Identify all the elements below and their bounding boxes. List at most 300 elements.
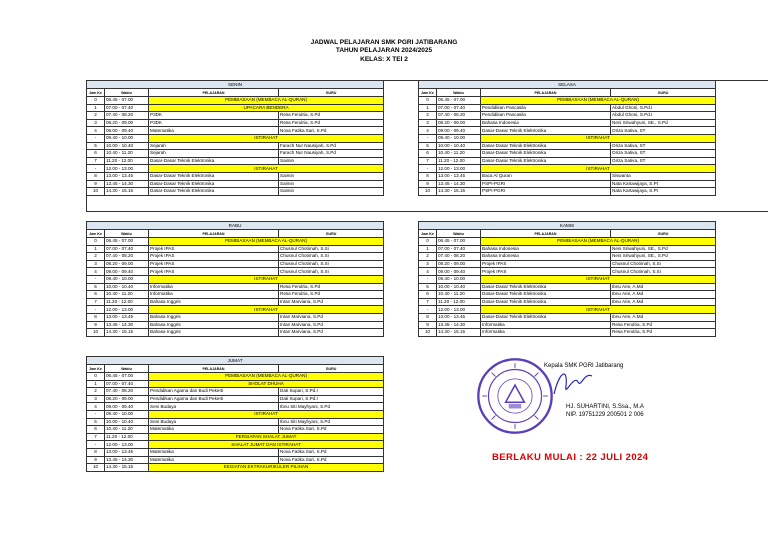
time-cell: 07.40 - 08.20 (105, 253, 149, 261)
teacher-cell: Resa Fendria, S.Pd (611, 321, 716, 329)
activity-cell: ISTIRAHAT (481, 275, 716, 283)
table-row (87, 180, 384, 188)
jam-cell: 6 (419, 291, 437, 299)
jam-cell: 8 (419, 172, 437, 180)
jam-cell: 9 (419, 180, 437, 188)
jam-cell: 1 (87, 104, 105, 112)
time-cell: 13.00 - 13.45 (105, 448, 149, 456)
subject-cell: Dasar-Dasar Teknik Elektronika (481, 157, 611, 165)
teacher-cell: Nova Fatika Sari, S.Pd (279, 448, 384, 456)
table-row (419, 112, 716, 120)
table-row (87, 441, 384, 449)
time-cell: 14.30 - 15.15 (105, 188, 149, 196)
teacher-cell: Farach Nur Nausiyah, S.Pd (279, 142, 384, 150)
table-row (87, 329, 384, 337)
column-header-pelajaran: PELAJARAN (481, 230, 611, 238)
signature-title: Kepala SMK PGRI Jatibarang (544, 363, 624, 369)
table-row (87, 275, 384, 283)
teacher-cell: Resa Fendria, S.Pd (279, 112, 384, 120)
teacher-cell: Neni Sriwahyuni, SE., S.Pd (611, 245, 716, 253)
column-header-waktu: Waktu (105, 230, 149, 238)
teacher-cell: Chusnul Chotimah, S.Si (279, 268, 384, 276)
subject-cell: Dasar-Dasar Teknik Elektronika (481, 142, 611, 150)
table-row (87, 150, 384, 158)
teacher-cell: Oriza Sativa, ST (611, 157, 716, 165)
subject-cell: Dasar-Dasar Teknik Elektronika (481, 298, 611, 306)
teacher-cell: Nova Fatika Sari, S.Pd (279, 456, 384, 464)
time-cell: 09.40 - 10.00 (105, 410, 149, 418)
activity-cell: PEMBIASAAN (MEMBACA AL-QURAN) (149, 238, 384, 246)
teacher-cell: Intan Marviana, S.Pd (279, 329, 384, 337)
handwritten-signature-icon (548, 364, 598, 404)
time-cell: 07.00 - 07.40 (437, 104, 481, 112)
activity-cell: ISTIRAHAT (481, 134, 716, 142)
subject-cell: Projek IPAS (149, 245, 279, 253)
time-cell: 09.40 - 10.00 (437, 134, 481, 142)
teacher-cell: Abdul Ghoni, S.Pd.I (611, 104, 716, 112)
time-cell: 10.00 - 10.40 (105, 283, 149, 291)
activity-cell: PEMBIASAAN (MEMBACA AL-QURAN) (149, 373, 384, 381)
subject-cell: Matematika (149, 127, 279, 135)
table-row (87, 127, 384, 135)
time-cell: 09.40 - 10.00 (105, 275, 149, 283)
jam-cell: 9 (87, 321, 105, 329)
subject-cell: Matematika (149, 456, 279, 464)
jam-cell: 0 (87, 97, 105, 105)
jam-cell: 9 (87, 456, 105, 464)
column-header-guru: GURU (279, 89, 384, 97)
table-row (87, 253, 384, 261)
jam-cell: 9 (419, 321, 437, 329)
jam-cell: 1 (87, 380, 105, 388)
jam-cell: 2 (87, 388, 105, 396)
time-cell: 13.45 - 14.30 (105, 456, 149, 464)
teacher-cell: Chusnul Chotimah, S.Si (611, 260, 716, 268)
subject-cell: Sejarah (149, 150, 279, 158)
subject-cell: Dasar-Dasar Teknik Elektronika (481, 291, 611, 299)
day-header: SELASA (419, 81, 716, 89)
time-cell: 06.45 - 07.00 (437, 238, 481, 246)
jam-cell: 7 (419, 298, 437, 306)
table-row (87, 426, 384, 434)
column-header-waktu: Waktu (437, 230, 481, 238)
teacher-cell: Ibnu Arie, A.Md (611, 313, 716, 321)
jam-cell: - (419, 165, 437, 173)
table-row (419, 165, 716, 173)
subject-cell: Projek IPAS (481, 268, 611, 276)
teacher-cell: Nova Fatika Sari, S.Pd (279, 127, 384, 135)
jam-cell: 10 (419, 188, 437, 196)
jam-cell: 1 (419, 245, 437, 253)
jam-cell: 5 (87, 142, 105, 150)
time-cell: 08.20 - 09.00 (105, 119, 149, 127)
jam-cell: 0 (87, 238, 105, 246)
teacher-cell: Dati Supari, S.Pd.I (279, 395, 384, 403)
teacher-cell: Ibnu Siti Mayhyani, S.Pd (279, 403, 384, 411)
table-row (87, 112, 384, 120)
column-header-pelajaran: PELAJARAN (149, 230, 279, 238)
column-header-jam: Jam Ke (87, 365, 105, 373)
jam-cell: - (419, 275, 437, 283)
table-row (419, 119, 716, 127)
table-row (87, 245, 384, 253)
column-header-waktu: Waktu (105, 89, 149, 97)
schedule-table-kamis (418, 221, 716, 337)
time-cell: 09.00 - 09.40 (437, 127, 481, 135)
jam-cell: 5 (87, 418, 105, 426)
subject-cell: Seni Budaya (149, 418, 279, 426)
subject-cell: Matematika (149, 426, 279, 434)
teacher-cell: Nata Kartawijaya, S.Pt (611, 188, 716, 196)
jam-cell: 4 (87, 268, 105, 276)
jam-cell: 8 (87, 313, 105, 321)
teacher-cell: Oriza Sativa, ST (611, 142, 716, 150)
table-row (419, 127, 716, 135)
jam-cell: 2 (87, 112, 105, 120)
subject-cell: Informatika (149, 283, 279, 291)
table-row (87, 418, 384, 426)
column-header-jam: Jam Ke (87, 230, 105, 238)
table-row (87, 395, 384, 403)
column-header-jam: Jam Ke (419, 230, 437, 238)
time-cell: 10.00 - 10.40 (437, 283, 481, 291)
subject-cell: Bahasa Indonesia (481, 119, 611, 127)
time-cell: 13.45 - 14.30 (437, 180, 481, 188)
activity-cell: KEGIATAN EKTRAKURIKULER PILIHAN (149, 464, 384, 472)
jam-cell: 7 (87, 157, 105, 165)
teacher-cell: Nova Fatika Sari, S.Pd (279, 426, 384, 434)
activity-cell: SHOLAT DHUHA (149, 380, 384, 388)
teacher-cell: Dati Supari, S.Pd.I (279, 388, 384, 396)
title-line-2: TAHUN PELAJARAN 2024/2025 (335, 47, 433, 54)
jam-cell: 2 (87, 253, 105, 261)
jam-cell: 0 (419, 238, 437, 246)
table-row (87, 238, 384, 246)
table-row (419, 313, 716, 321)
subject-cell: Bahasa Inggris (149, 329, 279, 337)
jam-cell: 3 (419, 119, 437, 127)
jam-cell: 6 (419, 150, 437, 158)
time-cell: 08.20 - 09.00 (437, 260, 481, 268)
activity-cell: ISTIRAHAT (149, 410, 384, 418)
table-row (87, 380, 384, 388)
jam-cell: 9 (87, 180, 105, 188)
time-cell: 09.00 - 09.40 (105, 403, 149, 411)
subject-cell: Pendidikan Pancasila (481, 104, 611, 112)
subject-cell: Informatika (149, 291, 279, 299)
table-row (419, 329, 716, 337)
table-row (419, 306, 716, 314)
table-row (419, 134, 716, 142)
table-row (87, 283, 384, 291)
jam-cell: 5 (419, 142, 437, 150)
table-row (419, 245, 716, 253)
table-row (87, 172, 384, 180)
time-cell: 12.00 - 13.00 (105, 165, 149, 173)
subject-cell: Dasar-Dasar Teknik Elektronika (149, 172, 279, 180)
table-row (87, 97, 384, 105)
activity-cell: PEMBIASAAN (MEMBACA AL-QURAN) (481, 97, 716, 105)
table-row (419, 253, 716, 261)
subject-cell: Dasar-Dasar Teknik Elektronika (481, 313, 611, 321)
teacher-cell: Saimin (279, 157, 384, 165)
table-row (419, 238, 716, 246)
jam-cell: 4 (87, 403, 105, 411)
subject-cell: Matematika (149, 448, 279, 456)
table-row (419, 268, 716, 276)
subject-cell: Pendidikan Pancasila (481, 112, 611, 120)
teacher-cell: Chusnul Chotimah, S.Si (279, 245, 384, 253)
effective-date: BERLAKU MULAI : 22 JULI 2024 (492, 452, 649, 463)
time-cell: 14.30 - 15.15 (105, 329, 149, 337)
time-cell: 13.00 - 13.45 (437, 313, 481, 321)
time-cell: 14.30 - 15.15 (437, 188, 481, 196)
teacher-cell: Saimin (279, 172, 384, 180)
table-row (87, 119, 384, 127)
subject-cell: P3DK (149, 112, 279, 120)
jam-cell: 2 (419, 253, 437, 261)
jam-cell: 1 (419, 104, 437, 112)
time-cell: 09.00 - 09.40 (437, 268, 481, 276)
jam-cell: - (87, 134, 105, 142)
time-cell: 13.45 - 14.30 (105, 180, 149, 188)
table-row (87, 388, 384, 396)
time-cell: 06.45 - 07.00 (437, 97, 481, 105)
subject-cell: Informatika (481, 329, 611, 337)
time-cell: 14.30 - 15.15 (105, 464, 149, 472)
subject-cell: Dasar-Dasar Teknik Elektronika (149, 188, 279, 196)
table-row (87, 306, 384, 314)
time-cell: 10.40 - 11.20 (105, 426, 149, 434)
jam-cell: 6 (87, 150, 105, 158)
column-header-pelajaran: PELAJARAN (481, 89, 611, 97)
teacher-cell: Ibnu Arie, A.Md (611, 283, 716, 291)
jam-cell: 0 (87, 373, 105, 381)
time-cell: 07.00 - 07.40 (105, 104, 149, 112)
column-header-jam: Jam Ke (419, 89, 437, 97)
activity-cell: SHALAT JUMAT DAN ISTIRAHAT (149, 441, 384, 449)
jam-cell: 6 (87, 426, 105, 434)
teacher-cell: Intan Marviana, S.Pd (279, 298, 384, 306)
table-row (87, 456, 384, 464)
time-cell: 13.00 - 13.45 (105, 313, 149, 321)
subject-cell: Projek IPAS (481, 260, 611, 268)
column-header-waktu: Waktu (437, 89, 481, 97)
time-cell: 07.00 - 07.40 (105, 380, 149, 388)
jam-cell: - (419, 306, 437, 314)
jam-cell: 10 (87, 329, 105, 337)
column-header-guru: GURU (611, 230, 716, 238)
table-row (87, 464, 384, 472)
teacher-cell: Ibnu Siti Mayhyani, S.Pd (279, 418, 384, 426)
jam-cell: 3 (419, 260, 437, 268)
time-cell: 08.20 - 09.00 (105, 395, 149, 403)
activity-cell: PEMBIASAAN (MEMBACA AL-QURAN) (149, 97, 384, 105)
time-cell: 09.40 - 10.00 (105, 134, 149, 142)
teacher-cell: Ibnu Arie, A.Md (611, 291, 716, 299)
time-cell: 11.20 - 12.00 (437, 298, 481, 306)
subject-cell: Projek IPAS (149, 268, 279, 276)
time-cell: 07.40 - 08.20 (437, 253, 481, 261)
subject-cell: Pendidikan Agama dan Budi Pekerti (149, 388, 279, 396)
subject-cell: PSPI-PGRI (481, 188, 611, 196)
signature-name: HJ. SUHARTINI, S.Ssa., M.A (566, 404, 644, 410)
time-cell: 12.00 - 13.00 (437, 306, 481, 314)
column-header-jam: Jam Ke (87, 89, 105, 97)
time-cell: 11.20 - 12.00 (105, 157, 149, 165)
jam-cell: - (87, 410, 105, 418)
subject-cell: Pendidikan Agama dan Budi Pekerti (149, 395, 279, 403)
subject-cell: Dasar-Dasar Teknik Elektronika (149, 180, 279, 188)
table-row (419, 150, 716, 158)
activity-cell: ISTIRAHAT (149, 165, 384, 173)
jam-cell: 3 (87, 260, 105, 268)
table-row (419, 97, 716, 105)
jam-cell: 10 (87, 464, 105, 472)
table-row (87, 321, 384, 329)
jam-cell: 0 (419, 97, 437, 105)
table-row (87, 403, 384, 411)
time-cell: 06.45 - 07.00 (105, 97, 149, 105)
time-cell: 09.40 - 10.00 (437, 275, 481, 283)
activity-cell: PERSIAPAN SHALAT JUMAT (149, 433, 384, 441)
subject-cell: Bahasa Inggris (149, 313, 279, 321)
column-header-guru: GURU (279, 365, 384, 373)
jam-cell: 10 (419, 329, 437, 337)
teacher-cell: Farach Nur Nausiyah, S.Pd (279, 150, 384, 158)
table-row (87, 410, 384, 418)
column-header-pelajaran: PELAJARAN (149, 89, 279, 97)
subject-cell: Seni Budaya (149, 403, 279, 411)
teacher-cell: Abdul Ghoni, S.Pd.I (611, 112, 716, 120)
table-row (87, 165, 384, 173)
activity-cell: ISTIRAHAT (481, 306, 716, 314)
column-header-pelajaran: PELAJARAN (149, 365, 279, 373)
schedule-table-rabu (86, 221, 384, 337)
table-row (87, 188, 384, 196)
subject-cell: Sejarah (149, 142, 279, 150)
jam-cell: 8 (87, 172, 105, 180)
column-header-guru: GURU (611, 89, 716, 97)
jam-cell: 4 (419, 127, 437, 135)
jam-cell: 1 (87, 245, 105, 253)
table-row (419, 142, 716, 150)
teacher-cell: Resa Fendria, S.Pd (279, 283, 384, 291)
table-row (419, 260, 716, 268)
time-cell: 07.00 - 07.40 (437, 245, 481, 253)
subject-cell: Informatika (481, 321, 611, 329)
teacher-cell: Chusnul Chotimah, S.Si (279, 260, 384, 268)
title-line-1: JADWAL PELAJARAN SMK PGRI JATIBARANG (310, 39, 458, 46)
subject-cell: Bahasa Indonesia (481, 253, 611, 261)
jam-cell: 10 (87, 188, 105, 196)
time-cell: 10.00 - 10.40 (105, 142, 149, 150)
day-header: SENIN (87, 81, 384, 89)
jam-cell: 8 (87, 448, 105, 456)
teacher-cell: Neni Sriwahyuni, SE., S.Pd (611, 119, 716, 127)
teacher-cell: Nata Kartawijaya, S.Pt (611, 180, 716, 188)
jam-cell: 7 (87, 298, 105, 306)
teacher-cell: Oriza Sativa, ST (611, 150, 716, 158)
subject-cell: Projek IPAS (149, 253, 279, 261)
activity-cell: ISTIRAHAT (149, 134, 384, 142)
jam-cell: 3 (87, 119, 105, 127)
time-cell: 11.20 - 12.00 (105, 433, 149, 441)
subject-cell: PSPI-PGRI (481, 180, 611, 188)
day-header: RABU (87, 222, 384, 230)
table-row (87, 104, 384, 112)
table-row (419, 321, 716, 329)
time-cell: 13.45 - 14.30 (105, 321, 149, 329)
activity-cell: ISTIRAHAT (149, 306, 384, 314)
table-row (87, 298, 384, 306)
jam-cell: - (87, 441, 105, 449)
jam-cell: 7 (419, 157, 437, 165)
column-header-waktu: Waktu (105, 365, 149, 373)
time-cell: 12.00 - 13.00 (437, 165, 481, 173)
time-cell: 06.45 - 07.00 (105, 373, 149, 381)
jam-cell: 5 (419, 283, 437, 291)
jam-cell: 5 (87, 283, 105, 291)
column-header-guru: GURU (279, 230, 384, 238)
time-cell: 07.40 - 08.20 (105, 112, 149, 120)
activity-cell: ISTIRAHAT (481, 165, 716, 173)
time-cell: 11.20 - 12.00 (437, 157, 481, 165)
time-cell: 06.45 - 07.00 (105, 238, 149, 246)
jam-cell: 8 (419, 313, 437, 321)
jam-cell: 2 (419, 112, 437, 120)
subject-cell: Projek IPAS (149, 260, 279, 268)
table-row (419, 275, 716, 283)
teacher-cell: Intan Marviana, S.Pd (279, 321, 384, 329)
subject-cell: Bahasa Inggris (149, 298, 279, 306)
time-cell: 10.00 - 10.40 (437, 142, 481, 150)
schedule-table-senin (86, 80, 384, 196)
teacher-cell: Resa Fendria, S.Pd (611, 329, 716, 337)
time-cell: 13.00 - 13.45 (105, 172, 149, 180)
table-row (419, 298, 716, 306)
subject-cell: Dasar-Dasar Teknik Elektronika (481, 283, 611, 291)
day-header: KAMIS (419, 222, 716, 230)
subject-cell: P3DK (149, 119, 279, 127)
teacher-cell: Chusnul Chotimah, S.Si (279, 253, 384, 261)
time-cell: 07.00 - 07.40 (105, 245, 149, 253)
teacher-cell: Resa Fendria, S.Pd (279, 119, 384, 127)
time-cell: 11.20 - 12.00 (105, 298, 149, 306)
teacher-cell: Neni Sriwahyuni, SE., S.Pd (611, 253, 716, 261)
jam-cell: - (87, 165, 105, 173)
table-row (87, 157, 384, 165)
subject-cell: Bahasa Inggris (149, 321, 279, 329)
time-cell: 08.20 - 09.00 (437, 119, 481, 127)
time-cell: 13.00 - 13.45 (437, 172, 481, 180)
table-row (87, 142, 384, 150)
teacher-cell: Saimin (279, 188, 384, 196)
time-cell: 12.00 - 13.00 (105, 306, 149, 314)
jam-cell: 3 (87, 395, 105, 403)
teacher-cell: Intan Marviana, S.Pd (279, 313, 384, 321)
time-cell: 13.45 - 14.30 (437, 321, 481, 329)
teacher-cell: Chusnul Chotimah, S.Si (611, 268, 716, 276)
class-label: KELAS: X TEI 2 (360, 56, 408, 63)
day-header: JUMAT (87, 357, 384, 365)
table-row (419, 172, 716, 180)
subject-cell: Bahasa Indonesia (481, 245, 611, 253)
time-cell: 14.30 - 15.15 (437, 329, 481, 337)
jam-cell: - (419, 134, 437, 142)
time-cell: 09.00 - 09.40 (105, 127, 149, 135)
jam-cell: - (87, 306, 105, 314)
